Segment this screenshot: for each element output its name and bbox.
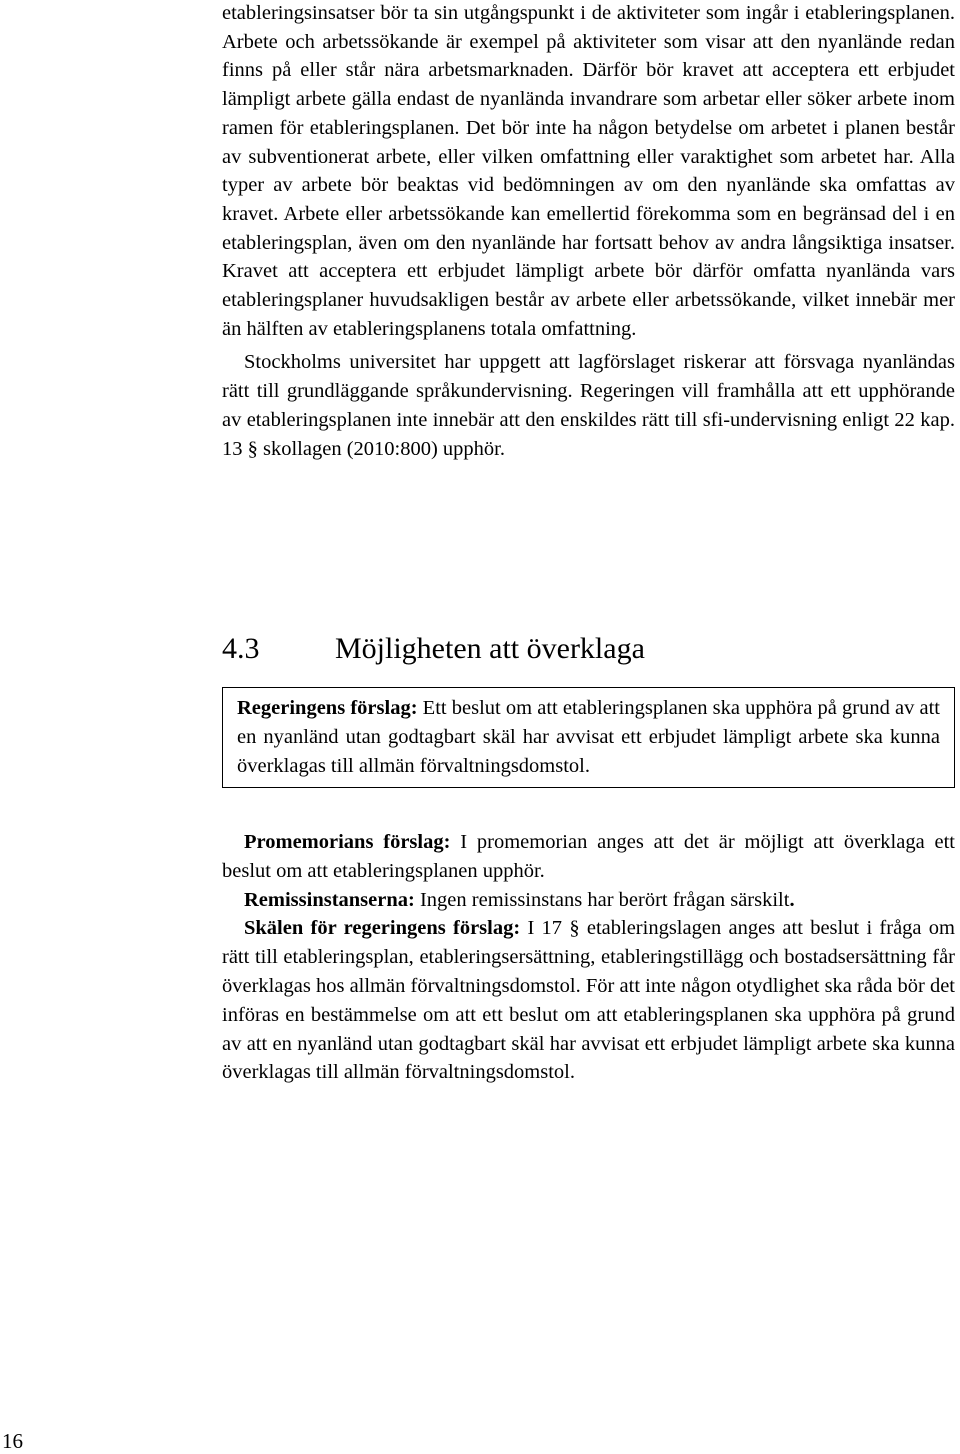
government-proposal-paragraph bbox=[237, 694, 940, 781]
referral-label: Remissinstanserna: bbox=[244, 888, 415, 911]
section-number: 4.3 bbox=[222, 632, 260, 665]
reasons-label: Skälen för regeringens förslag: bbox=[244, 917, 521, 940]
memo-label: Promemorians förslag: bbox=[244, 831, 451, 853]
page-number: 16 bbox=[2, 1429, 23, 1453]
section-heading bbox=[222, 630, 645, 668]
memo-text: I promemorian anges att det är möjligt att överklaga ett beslut om att etableringsplanen upphör. bbox=[222, 831, 955, 882]
proposal-discussion bbox=[222, 828, 955, 1087]
referral-paragraph bbox=[222, 886, 955, 915]
government-proposal-text: Ett beslut om att etableringsplanen ska upphöra på grund av att en nyanländ utan godtagbart skäl har avvisat ett erbjudet lämpligt arbete ska kunna överklagas till allmän förvaltningsdomstol. bbox=[237, 697, 940, 777]
reasons-text: I 17 § etableringslagen anges att beslut i fråga om rätt till etableringsplan, etableringsersättning, etableringstillägg och bostadsersättning får överklagas hos allmän förvaltningsdomstol. För att inte någon otydlighet ska råda bör det införas en bestämmelse om att ett beslut om att etableringsplanen ska upphöra på grund av att en nyanländ utan godtagbart skäl har avvisat ett erbjudet lämpligt arbete ska kunna överklagas till allmän förvaltningsdomstol. bbox=[222, 917, 955, 1084]
referral-text: Ingen remissinstans har berört frågan särskilt bbox=[414, 888, 790, 911]
referral-end: . bbox=[789, 888, 795, 911]
government-proposal-box bbox=[222, 687, 955, 788]
body-paragraph-1: etableringsinsatser bör ta sin utgångspunkt i de aktiviteter som ingår i etableringsplanen. Arbete och arbetssökande är exempel på aktiviteter som visar att den nyanlände redan finns på eller står nära arbetsmarknaden. Därför bör kravet att acceptera ett erbjudet lämpligt arbete gälla endast de nyanlända invandrare som arbetar eller söker arbete inom ramen för etableringsplanen. Det bör inte ha någon betydelse om arbetet i planen består av subventionerat arbete, eller vilken omfattning eller varaktighet som arbetet har. Alla typer av arbete bör beaktas vid bedömningen av om den nyanlände ska omfattas av kravet. Arbete eller arbetssökande kan emellertid förekomma som en begränsad del i en etableringsplan, även om den nyanlände har fortsatt behov av andra långsiktiga insatser. Kravet att acceptera ett erbjudet lämpligt arbete bör därför omfatta nyanlända vars etableringsplaner huvudsakligen består av arbete eller arbetssökande, vilket innebär mer än hälften av etableringsplanens totala omfattning. bbox=[222, 2, 955, 340]
section-title: Möjligheten att överklaga bbox=[335, 632, 645, 665]
reasons-paragraph bbox=[222, 914, 955, 1087]
body-paragraph-2: Stockholms universitet har uppgett att lagförslaget riskerar att försvaga nyanländas rätt till grundläggande språkundervisning. Regeringen vill framhålla att ett upphörande av etableringsplanen inte innebär att den enskildes rätt till sfi-undervisning enligt 22 kap. 13 § skollagen (2010:800) upphör. bbox=[222, 351, 955, 460]
document-page bbox=[222, 0, 955, 1084]
government-proposal-label: Regeringens förslag: bbox=[237, 697, 418, 719]
memo-paragraph bbox=[222, 828, 955, 886]
